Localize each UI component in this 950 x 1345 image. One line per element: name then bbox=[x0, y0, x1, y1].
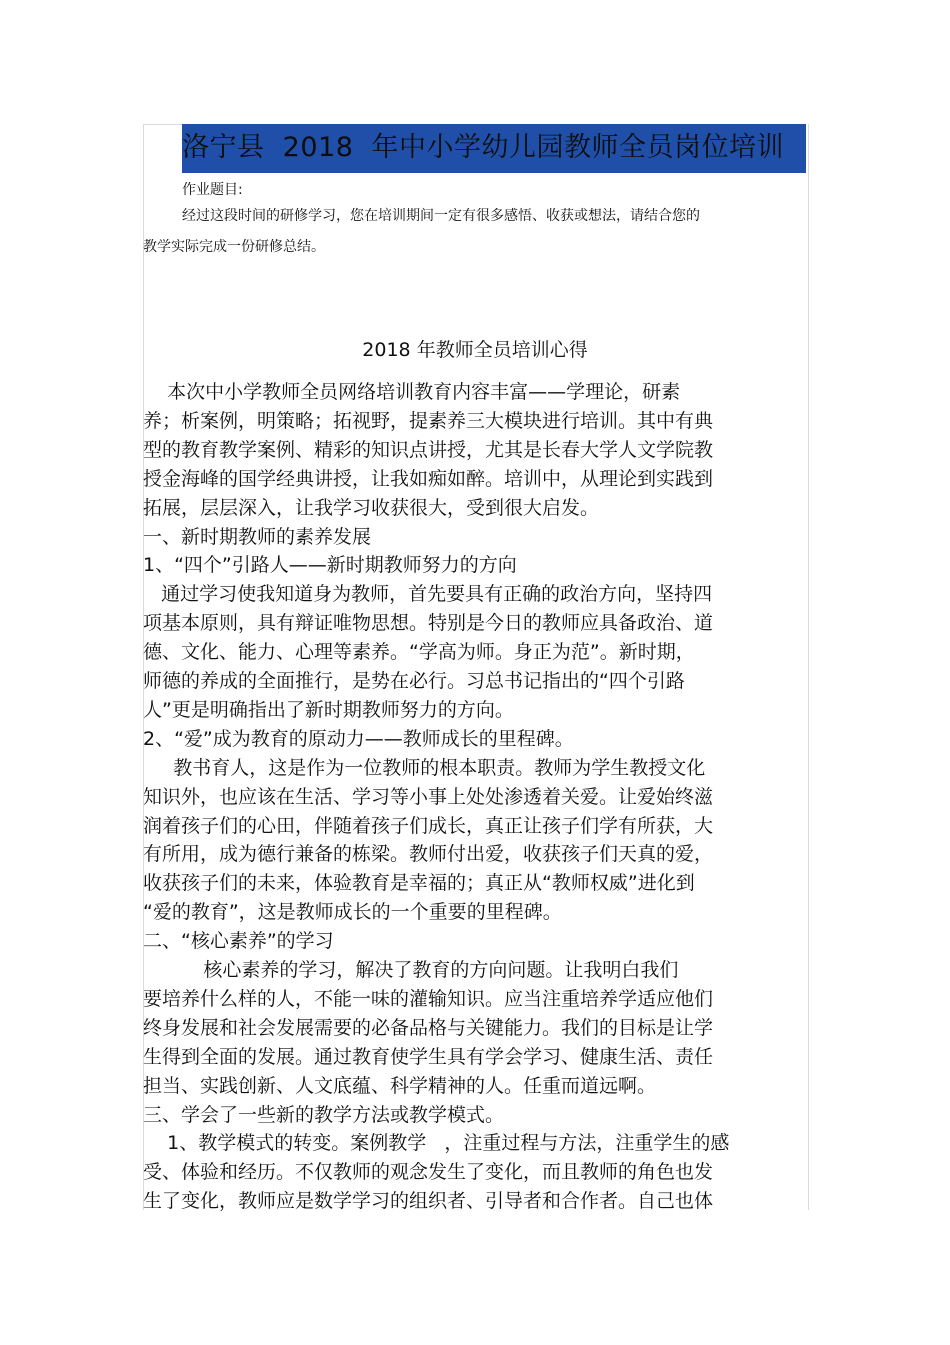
assignment-prompt-line-2: 教学实际完成一份研修总结。 bbox=[143, 239, 325, 255]
essay-line: 生得到全面的发展。通过教育使学生具有学会学习、健康生活、责任 bbox=[143, 1045, 714, 1068]
essay-line: 二、“核心素养”的学习 bbox=[143, 930, 334, 953]
essay-line: 通过学习使我知道身为教师，首先要具有正确的政治方向，坚持四 bbox=[143, 583, 713, 606]
title-banner bbox=[182, 124, 806, 173]
essay-line: 终身发展和社会发展需要的必备品格与关键能力。我们的目标是让学 bbox=[143, 1016, 714, 1039]
essay-line: 担当、实践创新、人文底蕴、科学精神的人。任重而道远啊。 bbox=[143, 1074, 657, 1097]
essay-line: “爱的教育”，这是教师成长的一个重要的里程碑。 bbox=[143, 901, 562, 924]
assignment-label: 作业题目: bbox=[182, 182, 243, 198]
essay-line: 收获孩子们的未来，体验教育是幸福的；真正从“教师权威”进化到 bbox=[143, 872, 695, 895]
essay-title: 2018 年教师全员培训心得 bbox=[362, 339, 588, 361]
essay-line: 人”更是明确指出了新时期教师努力的方向。 bbox=[143, 698, 514, 721]
essay-line: 师德的养成的全面推行，是势在必行。习总书记指出的“四个引路 bbox=[143, 670, 685, 692]
essay-line: 德、文化、能力、心理等素养。“学高为师。身正为范”。新时期， bbox=[143, 641, 695, 664]
essay-line: 受、体验和经历。不仅教师的观念发生了变化，而且教师的角色也发 bbox=[143, 1161, 714, 1184]
essay-line: 一、新时期教师的素养发展 bbox=[143, 525, 372, 548]
essay-line: 2、“爱”成为教育的原动力——教师成长的里程碑。 bbox=[143, 727, 574, 750]
essay-line: 生了变化，教师应是数学学习的组织者、引导者和合作者。自己也体 bbox=[143, 1190, 714, 1213]
banner-title: 洛宁县 2018 年中小学幼儿园教师全员岗位培训 bbox=[182, 132, 785, 163]
essay-line: 1、“四个”引路人——新时期教师努力的方向 bbox=[143, 554, 517, 577]
frame-top-rule bbox=[144, 124, 184, 125]
essay-line: 授金海峰的国学经典讲授，让我如痴如醉。培训中，从理论到实践到 bbox=[143, 467, 714, 490]
essay-line: 拓展，层层深入，让我学习收获很大，受到很大启发。 bbox=[143, 496, 600, 519]
essay-line: 教书育人，这是作为一位教师的根本职责。教师为学生教授文化 bbox=[143, 756, 706, 779]
essay-line: 本次中小学教师全员网络培训教育内容丰富——学理论，研素 bbox=[143, 381, 681, 403]
essay-line: 要培养什么样的人，不能一味的灌输知识。应当注重培养学适应他们 bbox=[143, 987, 714, 1010]
essay-line: 1、教学模式的转变。案例教学 ，注重过程与方法，注重学生的感 bbox=[143, 1132, 730, 1155]
essay-line: 三、学会了一些新的教学方法或教学模式。 bbox=[143, 1103, 505, 1126]
essay-line: 型的教育教学案例、精彩的知识点讲授，尤其是长春大学人文学院教 bbox=[143, 438, 714, 461]
essay-line: 核心素养的学习，解决了教育的方向问题。让我明白我们 bbox=[143, 959, 679, 981]
essay-line: 有所用，成为德行兼备的栋梁。教师付出爱，收获孩子们天真的爱， bbox=[143, 843, 714, 866]
assignment-prompt-line-1: 经过这段时间的研修学习，您在培训期间一定有很多感悟、收获或想法，请结合您的 bbox=[182, 208, 700, 224]
essay-line: 养；析案例，明策略；拓视野，提素养三大模块进行培训。其中有典 bbox=[143, 409, 714, 432]
essay-line: 知识外，也应该在生活、学习等小事上处处渗透着关爱。让爱始终滋 bbox=[143, 785, 714, 808]
essay-line: 润着孩子们的心田，伴随着孩子们成长，真正让孩子们学有所获，大 bbox=[143, 814, 714, 837]
essay-line: 项基本原则，具有辩证唯物思想。特别是今日的教师应具备政治、道 bbox=[143, 612, 714, 635]
